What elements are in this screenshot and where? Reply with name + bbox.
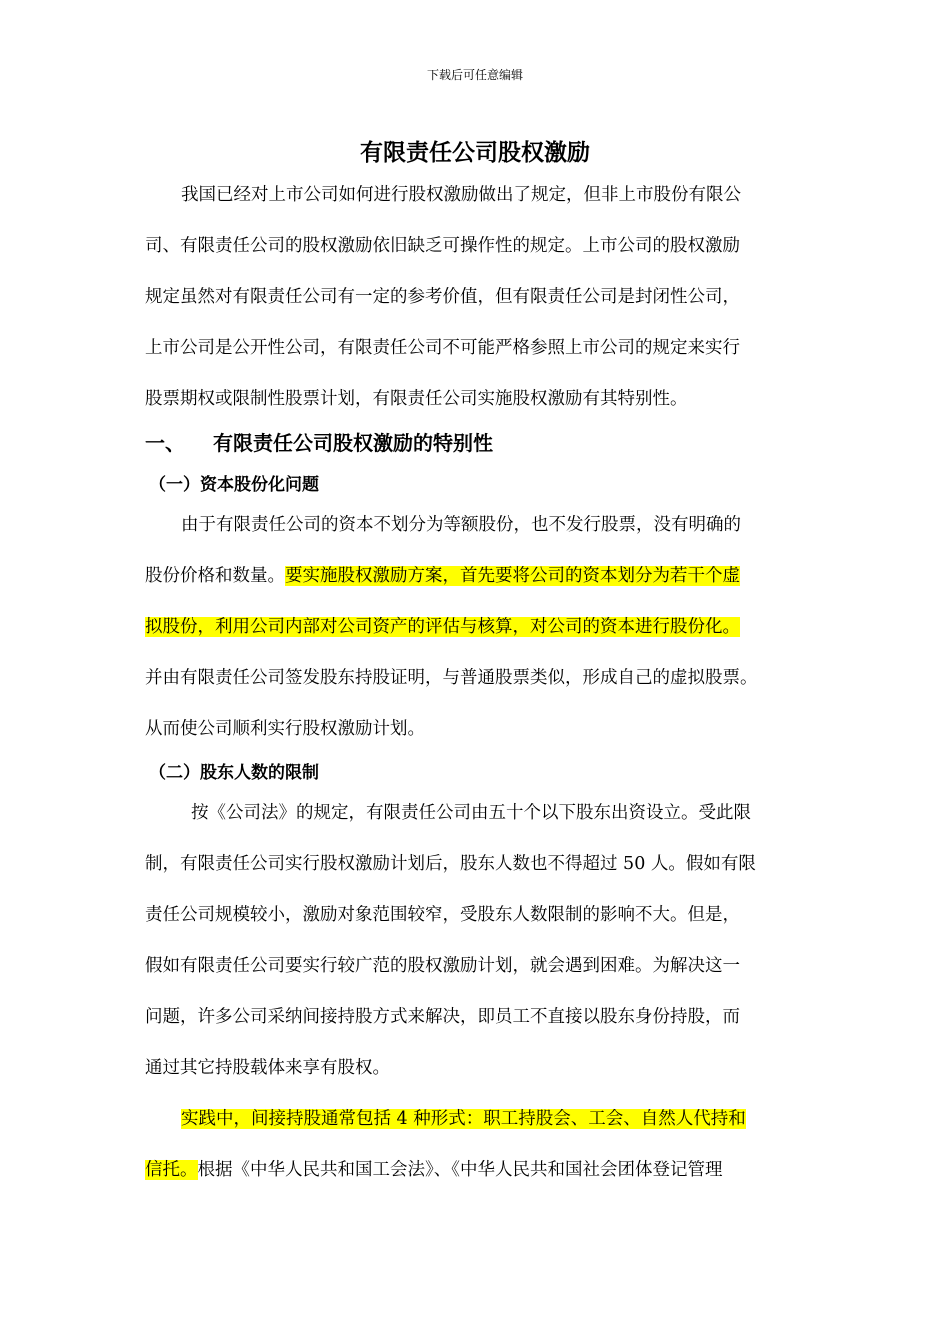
paragraph-line: 从而使公司顺利实行股权激励计划。 — [145, 719, 425, 739]
paragraph-line: 司、有限责任公司的股权激励依旧缺乏可操作性的规定。上市公司的股权激励 — [145, 236, 740, 256]
paragraph-line: 问题，许多公司采纳间接持股方式来解决，即员工不直接以股东身份持股，而 — [145, 1007, 740, 1027]
section-title: 有限责任公司股权激励的特别性 — [213, 431, 493, 455]
header-note: 下载后可任意编辑 — [426, 68, 523, 82]
paragraph-line — [145, 1155, 809, 1206]
subsection-heading-2: （二）股东人数的限制 — [149, 763, 319, 783]
document-body — [145, 180, 809, 1206]
paragraph-line: 通过其它持股载体来享有股权。 — [145, 1058, 390, 1078]
intro-paragraph — [145, 180, 809, 428]
highlighted-text: 拟股份，利用公司内部对公司资产的评估与核算，对公司的资本进行股份化。 — [145, 617, 740, 637]
subsection-heading-1: （一）资本股份化问题 — [149, 475, 319, 495]
paragraph-line: 我国已经对上市公司如何进行股权激励做出了规定，但非上市股份有限公 — [181, 185, 741, 205]
paragraph-line: 按《公司法》的规定，有限责任公司由五十个以下股东出资设立。受此限 — [191, 803, 751, 823]
highlighted-text: 要实施股权激励方案，首先要将公司的资本划分为若干个虚 — [285, 566, 740, 586]
paragraph-line — [145, 612, 809, 663]
paragraph-line: 由于有限责任公司的资本不划分为等额股份，也不发行股票，没有明确的 — [181, 515, 741, 535]
paragraph-line: 并由有限责任公司签发股东持股证明，与普通股票类似，形成自己的虚拟股票。 — [145, 668, 758, 688]
text-run: 根据《中华人民共和国工会法》、《中华人民共和国社会团体登记管理 — [197, 1160, 723, 1180]
subsection-1-paragraph — [145, 510, 809, 758]
paragraph-line: 上市公司是公开性公司，有限责任公司不可能严格参照上市公司的规定来实行 — [145, 338, 740, 358]
section-number: 一、 — [145, 431, 185, 455]
document-title: 有限责任公司股权激励 — [360, 140, 590, 166]
paragraph-line: 假如有限责任公司要实行较广范的股权激励计划，就会遇到困难。为解决这一 — [145, 956, 740, 976]
subsection-2-paragraph — [145, 798, 809, 1104]
section-heading — [145, 428, 809, 470]
paragraph-line: 股票期权或限制性股票计划，有限责任公司实施股权激励有其特别性。 — [145, 389, 688, 409]
subsection-2-paragraph-2 — [145, 1104, 809, 1206]
paragraph-line: 制，有限责任公司实行股权激励计划后，股东人数也不得超过 50 人。假如有限 — [145, 854, 756, 874]
text-run: 股份价格和数量。 — [145, 566, 285, 586]
highlighted-text: 信托。 — [145, 1160, 198, 1180]
highlighted-text: 实践中，间接持股通常包括 4 种形式：职工持股会、工会、自然人代持和 — [181, 1109, 746, 1129]
paragraph-line — [145, 1104, 809, 1155]
paragraph-line: 规定虽然对有限责任公司有一定的参考价值，但有限责任公司是封闭性公司， — [145, 287, 740, 307]
paragraph-line — [145, 561, 809, 612]
paragraph-line: 责任公司规模较小，激励对象范围较窄，受股东人数限制的影响不大。但是， — [145, 905, 740, 925]
